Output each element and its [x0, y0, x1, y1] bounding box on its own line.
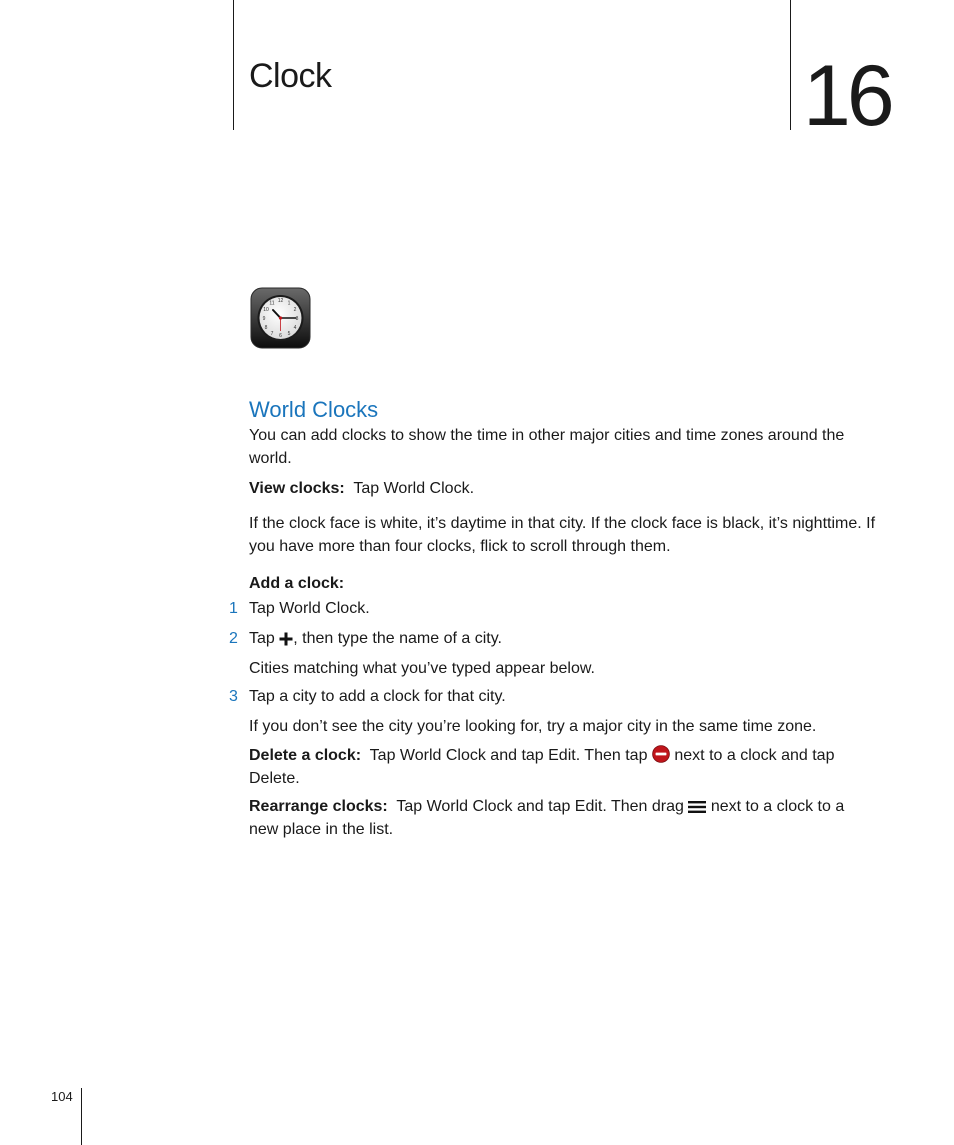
svg-text:2: 2 — [293, 307, 297, 313]
svg-text:9: 9 — [262, 316, 266, 322]
section-heading: World Clocks — [249, 397, 379, 422]
step-number: 2 — [229, 630, 238, 647]
page-number: 104 — [51, 1089, 73, 1104]
rearrange-clocks-paragraph — [249, 795, 877, 841]
step-2-after: , then type the name of a city. — [293, 630, 502, 647]
reorder-icon — [688, 800, 706, 814]
step-3-text: Tap a city to add a clock for that city. — [249, 688, 506, 705]
step-1-text: Tap World Clock. — [249, 600, 370, 617]
svg-text:8: 8 — [264, 325, 268, 331]
add-clock-label: Add a clock: — [249, 575, 345, 592]
delete-clock-before: Tap World Clock and tap Edit. Then tap — [369, 747, 648, 764]
footer-rule — [81, 1088, 82, 1145]
svg-text:3: 3 — [295, 316, 299, 322]
clock-app-icon — [250, 287, 311, 349]
chapter-title: Clock — [249, 57, 332, 95]
view-clocks-label: View clocks: — [249, 480, 345, 497]
step-3-note: If you don’t see the city you’re looking for, try a major city in the same time zone. — [249, 718, 817, 735]
delete-clock-label: Delete a clock: — [249, 747, 362, 764]
svg-text:7: 7 — [270, 331, 274, 337]
delete-clock-paragraph — [249, 744, 877, 790]
svg-text:4: 4 — [293, 325, 297, 331]
svg-text:6: 6 — [279, 333, 282, 339]
header-rule-right — [790, 0, 791, 130]
step-number: 3 — [229, 688, 238, 705]
delete-clock-after: next to a clock and tap Delete. — [249, 747, 835, 787]
rearrange-clocks-before: Tap World Clock and tap Edit. Then drag — [396, 798, 684, 815]
chapter-number: 16 — [803, 48, 891, 144]
step-2-before: Tap — [249, 630, 275, 647]
face-note-paragraph: If the clock face is white, it’s daytime in that city. If the clock face is black, it’s nighttime. If you have more than four clocks, flick to scroll through them. — [249, 515, 876, 555]
svg-text:1: 1 — [287, 300, 291, 307]
step-2-text — [249, 627, 877, 650]
rearrange-clocks-label: Rearrange clocks: — [249, 798, 388, 815]
view-clocks-text: Tap World Clock. — [353, 480, 475, 497]
delete-icon — [652, 745, 670, 763]
svg-text:10: 10 — [263, 307, 269, 313]
step-2-note: Cities matching what you’ve typed appear below. — [249, 660, 595, 677]
rearrange-clocks-after: next to a clock to a new place in the list. — [249, 798, 845, 838]
svg-text:12: 12 — [277, 298, 284, 304]
plus-icon — [279, 632, 293, 646]
header-rule-left — [233, 0, 234, 130]
svg-text:5: 5 — [287, 331, 291, 337]
svg-text:11: 11 — [269, 300, 275, 307]
view-clocks-paragraph — [249, 477, 877, 500]
step-number: 1 — [229, 600, 238, 617]
intro-paragraph: You can add clocks to show the time in other major cities and time zones around the world. — [249, 427, 845, 467]
